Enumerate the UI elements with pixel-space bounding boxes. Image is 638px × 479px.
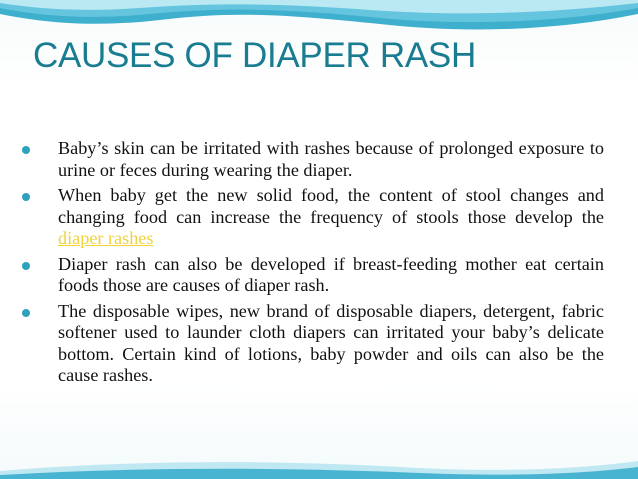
bullet-text: The disposable wipes, new brand of disposable diapers, detergent, fabric softener used to launder cloth diapers can irritated your baby’s delicate bottom. Certain kind of lotions, baby powder and oils can also be the cause rashes. xyxy=(58,300,604,385)
bullet-text: Baby’s skin can be irritated with rashes because of prolonged exposure to urine or feces during wearing the diaper. xyxy=(58,138,604,180)
bottom-wave-decoration xyxy=(0,449,638,479)
bullet-text: Diaper rash can also be developed if breast-feeding mother eat certain foods those are causes of diaper rash. xyxy=(58,253,604,295)
diaper-rashes-link[interactable]: diaper rashes xyxy=(58,228,154,248)
bullet-item xyxy=(22,301,604,387)
slide-title: CAUSES OF DIAPER RASH xyxy=(33,36,476,75)
bullet-dot-icon xyxy=(22,309,30,317)
top-wave-decoration xyxy=(0,0,638,40)
bullet-item xyxy=(22,254,604,297)
bullet-list xyxy=(22,138,604,391)
bullet-item xyxy=(22,185,604,250)
bullet-dot-icon xyxy=(22,193,30,201)
bullet-text: When baby get the new solid food, the content of stool changes and changing food can increase the frequency of stools those develop the xyxy=(58,185,604,227)
bullet-dot-icon xyxy=(22,262,30,270)
bullet-item xyxy=(22,138,604,181)
bullet-dot-icon xyxy=(22,146,30,154)
